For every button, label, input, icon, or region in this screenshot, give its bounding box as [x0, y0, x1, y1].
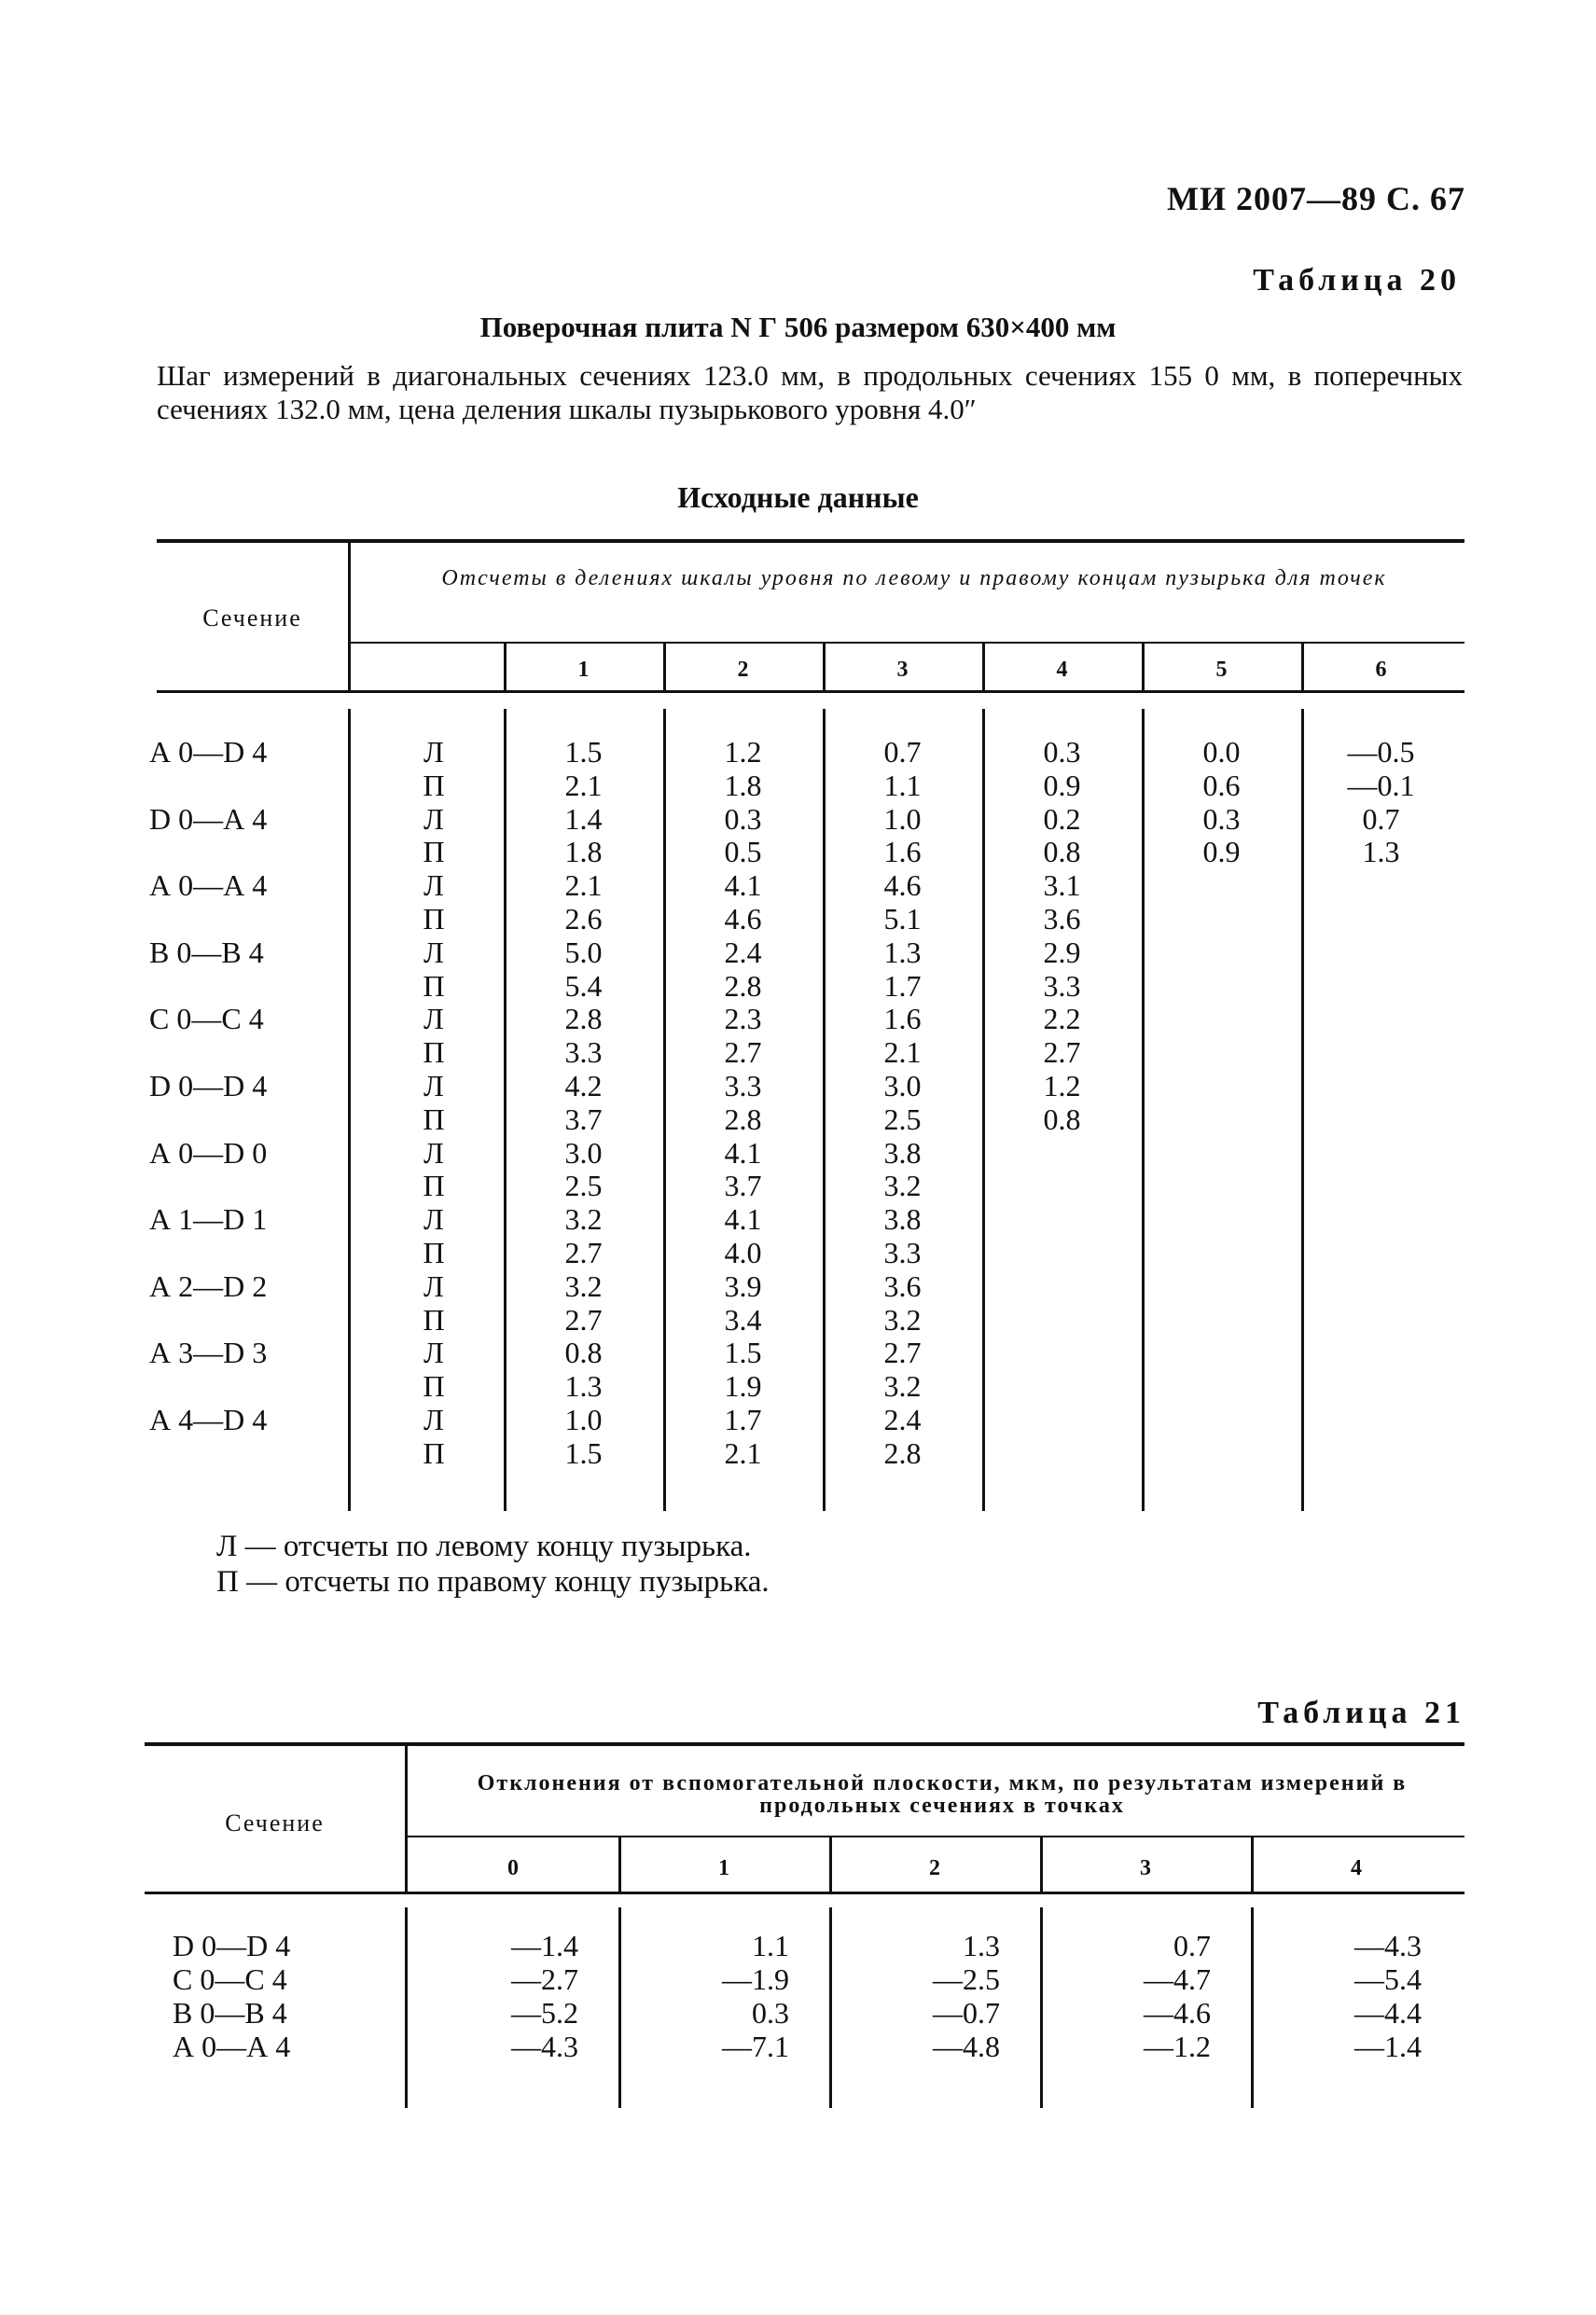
section-label: D 0—D 4: [173, 1929, 291, 1962]
table-cell: 1.7: [883, 968, 922, 1003]
side-label: Л: [423, 1069, 444, 1102]
table-cell: 2.1: [724, 1435, 762, 1470]
side-label: Л: [423, 1135, 444, 1170]
column-divider: [1251, 1837, 1254, 1892]
section-label: В 0—В 4: [149, 935, 264, 969]
table-cell: 0.3: [1202, 801, 1241, 836]
table-cell: 3.3: [883, 1236, 922, 1269]
section-label: А 2—D 2: [149, 1268, 268, 1303]
table-cell: 2.1: [883, 1035, 922, 1070]
table-cell: 3.2: [883, 1302, 922, 1337]
column-number: 0: [507, 1856, 519, 1880]
table-cell: 1.8: [724, 768, 762, 802]
table-cell: 1.3: [564, 1369, 603, 1404]
column-number: 6: [1375, 658, 1387, 682]
table-cell: 3.3: [724, 1069, 762, 1102]
side-label: П: [423, 1236, 445, 1269]
table-cell: 0.3: [1043, 735, 1081, 769]
table-cell: —4.4: [1354, 1996, 1422, 2030]
side-label: П: [423, 1169, 445, 1203]
table-21-title: Таблица 21: [1257, 1696, 1465, 1730]
table-cell: 1.5: [564, 735, 603, 769]
table-cell: —2.5: [933, 1962, 1000, 1996]
table-cell: —4.8: [933, 2030, 1000, 2063]
side-label: Л: [423, 1403, 444, 1436]
table-cell: 3.3: [1043, 968, 1081, 1003]
table-cell: 0.7: [883, 735, 922, 769]
column-divider: [1040, 1837, 1043, 1892]
table-cell: 0.7: [1362, 801, 1400, 836]
table-cell: —1.2: [1144, 2030, 1211, 2063]
table-cell: 3.8: [883, 1135, 922, 1170]
table-cell: 1.3: [963, 1929, 1000, 1962]
table-cell: 0.3: [724, 801, 762, 836]
section-label: С 0—С 4: [149, 1002, 264, 1036]
section-label: А 1—D 1: [149, 1202, 268, 1237]
table-cell: 1.1: [752, 1929, 789, 1962]
table-cell: 2.5: [564, 1169, 603, 1203]
column-divider: [1301, 644, 1304, 690]
table-cell: 0.8: [564, 1336, 603, 1370]
table-cell: 2.1: [564, 768, 603, 802]
table-cell: 2.2: [1043, 1002, 1081, 1036]
table-20-header-bottom-rule: [157, 690, 1464, 693]
table-cell: —0.1: [1347, 768, 1415, 802]
side-label: Л: [423, 1002, 444, 1036]
table-cell: —4.6: [1144, 1996, 1211, 2030]
table-cell: 3.0: [564, 1135, 603, 1170]
table-cell: 3.2: [564, 1268, 603, 1303]
table-cell: 0.0: [1202, 735, 1241, 769]
table-cell: —1.9: [722, 1962, 789, 1996]
section-label: А 0—D 0: [149, 1135, 268, 1170]
table-cell: 3.2: [564, 1202, 603, 1237]
column-number: 3: [896, 658, 909, 682]
table-cell: —5.2: [511, 1996, 578, 2030]
table-cell: 4.1: [724, 868, 762, 903]
table-cell: 3.7: [724, 1169, 762, 1203]
column-divider: [504, 644, 507, 690]
table-cell: 2.4: [883, 1403, 922, 1436]
side-label: П: [423, 1035, 445, 1070]
column-number: 4: [1351, 1856, 1362, 1880]
table-cell: 3.0: [883, 1069, 922, 1102]
table-cell: —0.5: [1347, 735, 1415, 769]
body-section-divider: [348, 709, 351, 1511]
table-21-group-header: Отклонения от вспомогательной плоскости, мкм, по результатам измерений в продольных сечениях в точках: [477, 1771, 1408, 1818]
table-cell: 2.8: [724, 1102, 762, 1136]
section-label: А 0—D 4: [149, 735, 268, 769]
table-21-divider: [405, 1746, 408, 1893]
column-divider: [829, 1837, 832, 1892]
side-label: П: [423, 835, 445, 869]
table-cell: 4.1: [724, 1135, 762, 1170]
section-label: D 0—D 4: [149, 1069, 268, 1102]
table-20-group-header: Отсчеты в делениях шкалы уровня по левому и правому концам пузырька для точек: [441, 566, 1387, 590]
side-label: Л: [423, 801, 444, 836]
column-number: 2: [737, 658, 749, 682]
section-label: В 0—В 4: [173, 1996, 287, 2030]
column-divider: [663, 644, 666, 690]
body-column-divider: [618, 1907, 621, 2108]
column-number: 4: [1056, 658, 1068, 682]
table-cell: 1.6: [883, 835, 922, 869]
section-label: D 0—А 4: [149, 801, 268, 836]
note-right: П — отсчеты по правому концу пузырька.: [216, 1565, 770, 1599]
body-column-divider: [504, 709, 507, 1511]
column-number: 1: [718, 1856, 729, 1880]
table-20-top-rule: [157, 539, 1464, 543]
section-label: А 0—А 4: [173, 2030, 291, 2063]
table-cell: 3.8: [883, 1202, 922, 1237]
side-label: Л: [423, 1202, 444, 1237]
table-20-title: Таблица 20: [1253, 263, 1461, 298]
body-section-divider: [405, 1907, 408, 2108]
body-column-divider: [982, 709, 985, 1511]
table-cell: 2.7: [564, 1302, 603, 1337]
table-21-top-rule: [145, 1742, 1464, 1746]
section-heading: Исходные данные: [677, 480, 919, 514]
body-column-divider: [823, 709, 826, 1511]
table-cell: 1.3: [1362, 835, 1400, 869]
side-label: П: [423, 902, 445, 936]
column-divider: [982, 644, 985, 690]
table-cell: 4.6: [724, 902, 762, 936]
table-20-divider: [348, 543, 351, 690]
section-label: А 3—D 3: [149, 1336, 268, 1370]
table-21-section-header: Сечение: [225, 1809, 325, 1837]
side-label: Л: [423, 935, 444, 969]
table-cell: 0.3: [752, 1996, 789, 2030]
body-column-divider: [1142, 709, 1145, 1511]
table-cell: 3.4: [724, 1302, 762, 1337]
table-cell: 1.3: [883, 935, 922, 969]
table-cell: —0.7: [933, 1996, 1000, 2030]
table-cell: 2.9: [1043, 935, 1081, 969]
table-21-header-bottom-rule: [145, 1892, 1464, 1894]
side-label: Л: [423, 868, 444, 903]
table-cell: 2.8: [724, 968, 762, 1003]
table-cell: —1.4: [1354, 2030, 1422, 2063]
table-cell: 3.7: [564, 1102, 603, 1136]
table-cell: 3.6: [1043, 902, 1081, 936]
body-column-divider: [1301, 709, 1304, 1511]
body-column-divider: [663, 709, 666, 1511]
table-cell: 5.4: [564, 968, 603, 1003]
table-cell: —1.4: [511, 1929, 578, 1962]
table-cell: 2.8: [883, 1435, 922, 1470]
table-cell: 3.2: [883, 1169, 922, 1203]
side-label: Л: [423, 1268, 444, 1303]
table-cell: 1.1: [883, 768, 922, 802]
table-cell: 1.4: [564, 801, 603, 836]
table-cell: 0.8: [1043, 835, 1081, 869]
table-cell: 5.1: [883, 902, 922, 936]
table-21-header-rule: [408, 1836, 1464, 1837]
table-cell: 3.6: [883, 1268, 922, 1303]
body-column-divider: [829, 1907, 832, 2108]
table-cell: 0.2: [1043, 801, 1081, 836]
section-label: А 4—D 4: [149, 1403, 268, 1436]
table-cell: 2.7: [883, 1336, 922, 1370]
table-cell: 1.9: [724, 1369, 762, 1404]
column-number: 5: [1215, 658, 1228, 682]
table-cell: 1.6: [883, 1002, 922, 1036]
section-label: А 0—А 4: [149, 868, 268, 903]
table-20-header-rule: [351, 642, 1464, 644]
section-label: С 0—С 4: [173, 1962, 287, 1996]
table-cell: 1.5: [564, 1435, 603, 1470]
table-cell: 2.3: [724, 1002, 762, 1036]
table-cell: 1.0: [564, 1403, 603, 1436]
table-cell: 2.8: [564, 1002, 603, 1036]
column-divider: [618, 1837, 621, 1892]
table-cell: 2.7: [564, 1236, 603, 1269]
note-left: Л — отсчеты по левому концу пузырька.: [216, 1530, 752, 1563]
table-cell: 1.7: [724, 1403, 762, 1436]
table-cell: 1.0: [883, 801, 922, 836]
column-number: 3: [1140, 1856, 1151, 1880]
table-20-section-header: Сечение: [202, 604, 302, 631]
table-cell: 1.2: [1043, 1069, 1081, 1102]
table-cell: 2.6: [564, 902, 603, 936]
table-cell: —5.4: [1354, 1962, 1422, 1996]
table-cell: 3.1: [1043, 868, 1081, 903]
table-cell: —2.7: [511, 1962, 578, 1996]
table-cell: 0.9: [1043, 768, 1081, 802]
table-cell: 3.3: [564, 1035, 603, 1070]
column-number: 1: [577, 658, 590, 682]
table-cell: 0.6: [1202, 768, 1241, 802]
table-cell: 0.9: [1202, 835, 1241, 869]
side-label: П: [423, 968, 445, 1003]
table-cell: 2.7: [1043, 1035, 1081, 1070]
table-cell: 4.6: [883, 868, 922, 903]
table-cell: 1.8: [564, 835, 603, 869]
table-cell: 1.5: [724, 1336, 762, 1370]
side-label: Л: [423, 1336, 444, 1370]
table-cell: 3.2: [883, 1369, 922, 1404]
side-label: П: [423, 768, 445, 802]
body-column-divider: [1040, 1907, 1043, 2108]
side-label: П: [423, 1302, 445, 1337]
side-label: П: [423, 1369, 445, 1404]
table-cell: 0.7: [1173, 1929, 1211, 1962]
table-cell: —4.7: [1144, 1962, 1211, 1996]
document-reference: МИ 2007—89 С. 67: [1167, 180, 1465, 217]
body-column-divider: [1251, 1907, 1254, 2108]
table-20-intro: Шаг измерений в диагональных сечениях 123.0 мм, в продольных сечениях 155 0 мм, в поперечных сечениях 132.0 мм, цена деления шкалы пузырькового уровня 4.0″: [157, 359, 1463, 425]
table-cell: 0.8: [1043, 1102, 1081, 1136]
table-cell: 2.5: [883, 1102, 922, 1136]
column-divider: [823, 644, 826, 690]
table-cell: —7.1: [722, 2030, 789, 2063]
table-20-subtitle: Поверочная плита N Г 506 размером 630×400 мм: [479, 311, 1117, 343]
side-label: П: [423, 1102, 445, 1136]
table-cell: 1.2: [724, 735, 762, 769]
column-number: 2: [929, 1856, 940, 1880]
table-cell: 2.4: [724, 935, 762, 969]
table-cell: 2.1: [564, 868, 603, 903]
table-cell: —4.3: [511, 2030, 578, 2063]
table-cell: —4.3: [1354, 1929, 1422, 1962]
table-cell: 4.0: [724, 1236, 762, 1269]
table-cell: 3.9: [724, 1268, 762, 1303]
table-cell: 4.2: [564, 1069, 603, 1102]
table-cell: 2.7: [724, 1035, 762, 1070]
table-cell: 4.1: [724, 1202, 762, 1237]
table-cell: 0.5: [724, 835, 762, 869]
table-cell: 5.0: [564, 935, 603, 969]
side-label: Л: [423, 735, 444, 769]
side-label: П: [423, 1435, 445, 1470]
column-divider: [1142, 644, 1145, 690]
